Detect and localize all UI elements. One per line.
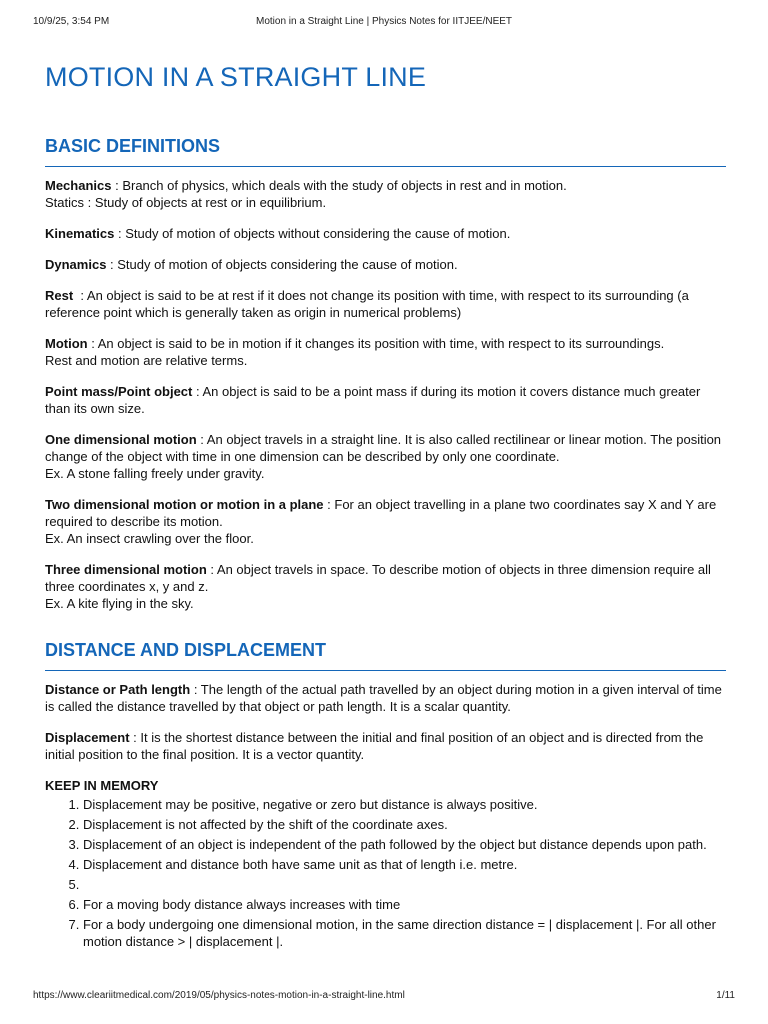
memory-list-item: 4. Displacement and distance both have same unit as that of length i.e. metre. <box>83 856 726 873</box>
keep-in-memory-list <box>45 796 726 950</box>
definition-list <box>45 681 726 763</box>
definition-paragraph <box>45 383 726 417</box>
definition-paragraph <box>45 681 726 715</box>
definition-paragraph <box>45 177 726 211</box>
section-basic-definitions <box>45 134 726 612</box>
section-heading: DISTANCE AND DISPLACEMENT <box>45 638 726 671</box>
definition-term: Point mass/Point object <box>45 384 193 399</box>
print-footer <box>33 990 735 1004</box>
definition-text: : Study of motion of objects without considering the cause of motion. <box>114 226 511 241</box>
definition-term: Two dimensional motion or motion in a plane <box>45 497 324 512</box>
section-distance-displacement <box>45 638 726 950</box>
definition-text: : An object travels in a straight line. It is also called rectilinear or linear motion. The position change of the object with time in one dimension can be described by only one coordinate. <box>45 432 725 464</box>
memory-list-item: 2. Displacement is not affected by the shift of the coordinate axes. <box>83 816 726 833</box>
keep-in-memory-title: KEEP IN MEMORY <box>45 778 159 793</box>
definition-term: Three dimensional motion <box>45 562 207 577</box>
print-header <box>33 16 735 30</box>
definition-term: Dynamics <box>45 257 107 272</box>
definition-term: One dimensional motion <box>45 432 197 447</box>
definition-text: : The length of the actual path travelled by an object during motion in a given interval of time is called the distance travelled by that object or path length. It is a scalar quantity. <box>45 682 726 714</box>
definition-extra-line: Ex. A stone falling freely under gravity. <box>45 466 265 481</box>
definition-term: Rest <box>45 288 74 303</box>
definition-paragraph <box>45 496 726 547</box>
definition-text: : An object is said to be in motion if it changes its position with time, with respect to its surroundings. <box>87 336 665 351</box>
definition-text: : It is the shortest distance between the initial and final position of an object and is directed from the initial position to the final position. It is a vector quantity. <box>45 730 707 762</box>
memory-list-item: 6. For a moving body distance always increases with time <box>83 896 726 913</box>
page-number: 1/11 <box>716 990 735 1001</box>
definition-text: : For an object travelling in a plane two coordinates say X and Y are required to describe its motion. <box>45 497 720 529</box>
definition-paragraph <box>45 335 726 369</box>
article-content <box>45 58 726 953</box>
memory-list-item: 7. For a body undergoing one dimensional motion, in the same direction distance = | displacement |. For all other motion distance > | displacement |. <box>83 916 726 950</box>
page-title: MOTION IN A STRAIGHT LINE <box>45 62 427 92</box>
print-page-title: Motion in a Straight Line | Physics Notes for IITJEE/NEET <box>255 16 513 27</box>
definition-extra-line: Ex. A kite flying in the sky. <box>45 596 194 611</box>
definition-text: : An object is said to be a point mass if during its motion it covers distance much greater than its own size. <box>45 384 704 416</box>
definition-term: Distance or Path length <box>45 682 191 697</box>
print-datetime: 10/9/25, 3:54 PM <box>33 16 110 27</box>
memory-list-item <box>83 876 726 893</box>
definition-text: : Study of motion of objects considering the cause of motion. <box>106 257 458 272</box>
definition-text: : An object travels in space. To describe motion of objects in three dimension require all three coordinates x, y and z. <box>45 562 715 594</box>
page-url: https://www.cleariitmedical.com/2019/05/physics-notes-motion-in-a-straight-line.html <box>33 990 405 1001</box>
definition-paragraph <box>45 287 726 321</box>
definition-term: Kinematics <box>45 226 115 241</box>
definition-text: : Branch of physics, which deals with the study of objects in rest and in motion. <box>111 178 567 193</box>
definition-term: Mechanics <box>45 178 112 193</box>
section-heading: BASIC DEFINITIONS <box>45 134 726 167</box>
definition-paragraph <box>45 561 726 612</box>
definition-paragraph <box>45 431 726 482</box>
definition-extra-line: Rest and motion are relative terms. <box>45 353 248 368</box>
definition-paragraph <box>45 729 726 763</box>
definition-extra-line: Ex. An insect crawling over the floor. <box>45 531 254 546</box>
memory-list-item: 3. Displacement of an object is independent of the path followed by the object but distance depends upon path. <box>83 836 726 853</box>
definition-text: : An object is said to be at rest if it does not change its position with time, with respect to its surrounding (a reference point which is generally taken as origin in numerical problems) <box>45 288 693 320</box>
definition-paragraph <box>45 256 726 273</box>
definition-term: Motion <box>45 336 88 351</box>
definition-paragraph <box>45 225 726 242</box>
definition-term: Displacement <box>45 730 130 745</box>
definition-list <box>45 177 726 612</box>
definition-extra-line: Statics : Study of objects at rest or in equilibrium. <box>45 195 327 210</box>
memory-list-item: 1. Displacement may be positive, negative or zero but distance is always positive. <box>83 796 726 813</box>
